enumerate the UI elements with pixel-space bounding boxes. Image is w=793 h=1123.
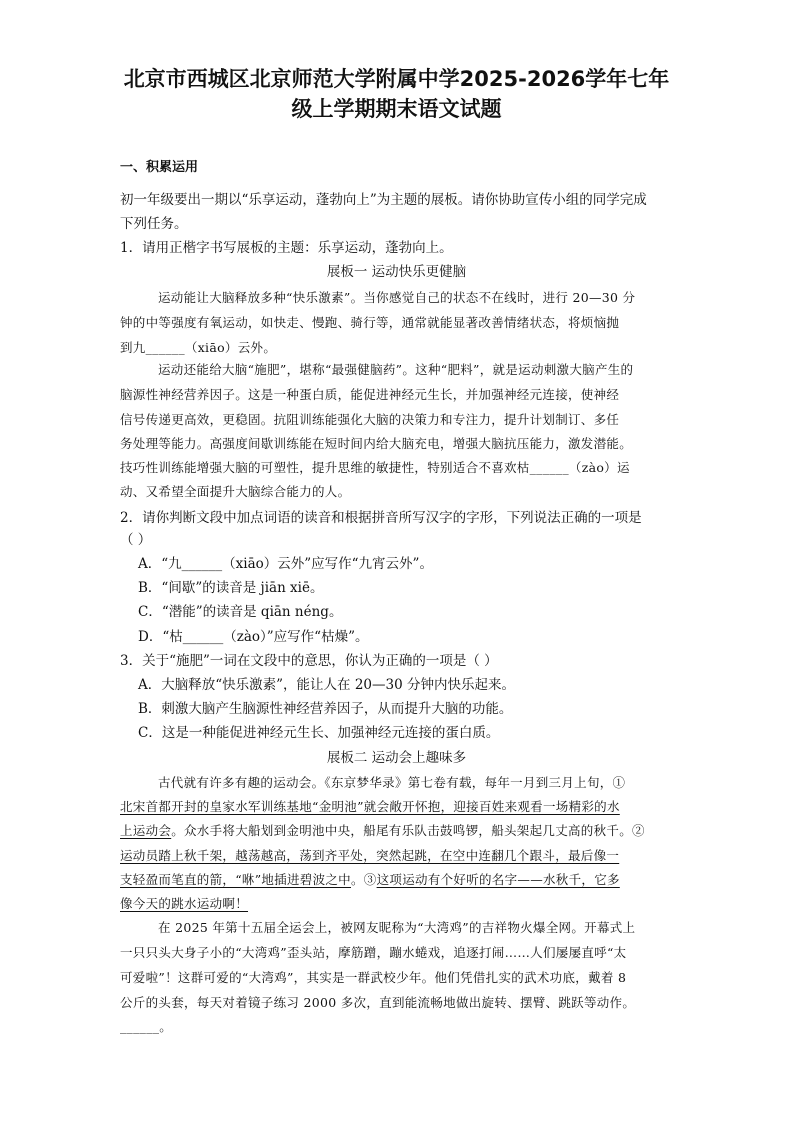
board2-p2-line: 可爱啦”！这群可爱的“大湾鸡”，其实是一群武校少年。他们凭借扎实的武术功底，戴着 8 xyxy=(120,970,627,985)
board1-heading: 展板一 运动快乐更健脑 xyxy=(326,264,467,280)
question-3-option-c: C．这是一种能促进神经元生长、加强神经元连接的蛋白质。 xyxy=(138,725,500,741)
underlined-phrase: 这项运动有个好听的名字——水秋千，它多 xyxy=(376,872,620,887)
board1-p2-line: 技巧性训练能增强大脑的可塑性，提升思维的敏捷性，特别适合不喜欢枯______（zào）运 xyxy=(120,460,630,475)
board1-p1-line: 到九______（xiāo）云外。 xyxy=(120,340,277,355)
section-heading: 一、积累运用 xyxy=(120,160,199,175)
answer-blank: ______。 xyxy=(120,1019,173,1034)
board1-p2-line: 务处理等能力。高强度间歇训练能在短时间内给大脑充电，增强大脑抗压能力，激发潜能。 xyxy=(120,436,633,451)
board2-p1-underlined-line: 像今天的跳水运动啊！ xyxy=(120,896,249,911)
title-line-2: 级上学期期末语文试题 xyxy=(291,97,502,121)
question-2-stem: 2．请你判断文段中加点词语的读音和根据拼音所写汉字的字形，下列说法正确的一项是 xyxy=(120,510,642,526)
board1-p2-line: 运动还能给大脑“施肥”，堪称“最强健脑药”。这种“肥料”，就是运动刺激大脑产生的 xyxy=(158,362,634,377)
board2-p2-line: 公斤的头套，每天对着镜子练习 2000 多次，直到能流畅地做出旋转、摆臂、跳跃等动作。 xyxy=(120,995,636,1010)
board2-p1-underlined-line: 北宋首都开封的皇家水军训练基地“金明池”就会敞开怀抱，迎接百姓来观看一场精彩的水 xyxy=(120,799,620,814)
question-2-blank: （ ） xyxy=(120,532,152,548)
board2-p1-line xyxy=(120,821,645,841)
question-2-option-a: A．“九______（xiāo）云外”应写作“九宵云外”。 xyxy=(138,556,433,572)
board1-p1-line: 运动能让大脑释放多种“快乐激素”。当你感觉自己的状态不在线时，进行 20—30 分 xyxy=(158,290,636,305)
line-text: 。众水手将大船划到金明池中央，船尾有乐队击鼓鸣锣，船头架起几丈高的秋千。② xyxy=(171,823,645,838)
board2-p1-underlined-line: 运动员踏上秋千架，越荡越高，荡到齐平处，突然起跳，在空中连翻几个跟斗，最后像一 xyxy=(120,848,620,863)
question-2-option-b: B．“间歇”的读音是 jiān xiē。 xyxy=(138,580,324,596)
title-line-1: 北京市西城区北京师范大学附属中学2025-2026学年七年 xyxy=(123,67,670,91)
intro-line-2: 下列任务。 xyxy=(120,216,188,232)
intro-line-1: 初一年级要出一期以“乐享运动，蓬勃向上”为主题的展板。请你协助宣传小组的同学完成 xyxy=(120,192,647,208)
board2-p1-line xyxy=(120,870,620,890)
question-3-option-b: B．刺激大脑产生脑源性神经营养因子，从而提升大脑的功能。 xyxy=(138,701,513,717)
question-3-stem: 3．关于“施肥”一词在文段中的意思，你认为正确的一项是（ ） xyxy=(120,653,498,669)
board2-p1-line: 古代就有许多有趣的运动会。《东京梦华录》第七卷有载，每年一月到三月上旬，① xyxy=(158,775,626,790)
board1-p2-line: 信号传递更高效，更稳固。抗阻训练能强化大脑的决策力和专注力，提升计划制订、多任 xyxy=(120,412,620,427)
question-2-option-c: C．“潜能”的读音是 qiān néng。 xyxy=(138,604,343,620)
board1-p2-line: 动、又希望全面提升大脑综合能力的人。 xyxy=(120,484,351,499)
line-text: 。③ xyxy=(350,872,377,887)
underlined-phrase: 上运动会 xyxy=(120,823,172,838)
board1-p2-line: 脑源性神经营养因子。这是一种蛋白质，能促进神经元生长，并加强神经元连接，使神经 xyxy=(120,387,620,402)
question-3-option-a: A．大脑释放“快乐激素”，能让人在 20—30 分钟内快乐起来。 xyxy=(138,677,515,693)
question-1: 1．请用正楷字书写展板的主题：乐享运动，蓬勃向上。 xyxy=(120,240,453,256)
board2-p2-line: 在 2025 年第十五届全运会上，被网友昵称为“大湾鸡”的吉祥物火爆全网。开幕式上 xyxy=(158,920,636,935)
underlined-phrase: 支轻盈而笔直的箭，“咻”地插进碧波之中 xyxy=(120,872,351,887)
page-title xyxy=(60,64,733,124)
question-2-option-d: D．“枯______（zào）”应写作“枯燥”。 xyxy=(138,629,369,645)
board2-heading: 展板二 运动会上趣味多 xyxy=(326,750,467,766)
board1-p1-line: 钟的中等强度有氧运动，如快走、慢跑、骑行等，通常就能显著改善情绪状态，将烦恼抛 xyxy=(120,315,620,330)
board2-p2-line: 一只只头大身子小的“大湾鸡”歪头站，摩筋蹭，蹦水蜷戏，追逐打闹……人们屡屡直呼“太 xyxy=(120,945,627,960)
